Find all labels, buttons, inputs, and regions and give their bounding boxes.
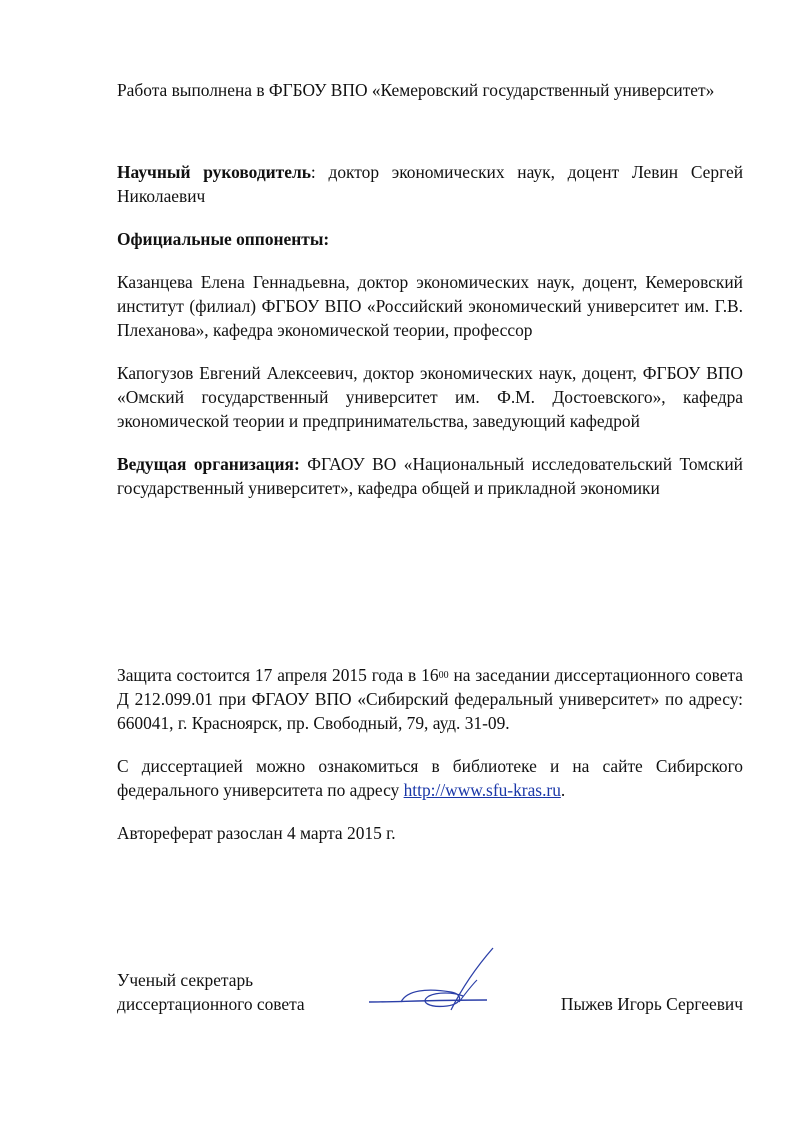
- secretary-name: Пыжев Игорь Сергеевич: [560, 994, 743, 1014]
- signature-block: [117, 968, 743, 1028]
- opponents-heading: Официальные оппоненты:: [117, 229, 330, 249]
- mailed-date-text: Автореферат разослан 4 марта 2015 г.: [117, 823, 396, 843]
- opponent-1: Казанцева Елена Геннадьевна, доктор экономических наук, доцент, Кемеровский институт (филиал) ФГБОУ ВПО «Российский экономический университет им. Г.В. Плеханова», кафедра экономической теории, профессор: [117, 272, 743, 340]
- supervisor-paragraph: [117, 160, 743, 208]
- supervisor-text: : доктор экономических наук, доцент Левин Сергей Николаевич: [117, 162, 744, 206]
- handwritten-signature: [367, 946, 507, 1026]
- opponent-2: Капогузов Евгений Алексеевич, доктор экономических наук, доцент, ФГБОУ ВПО «Омский государственный университет им. Ф.М. Достоевского», кафедра экономической теории и предпринимательства, заведующий кафедрой: [117, 363, 743, 431]
- time-superscript: 00: [438, 670, 449, 681]
- defense-paragraph: Защита состоится 17 апреля 2015 года в $16^{00}$ на заседании диссертационного совета Д 212.099.01 при ФГАОУ ВПО «Сибирский федеральный университет» по адресу: 660041, г. Красноярск, пр. Свободный, 79, ауд. 31-09.: [117, 665, 743, 733]
- leading-org-label: Ведущая организация:: [117, 454, 300, 474]
- secretary-title: Ученый секретарь диссертационного совета: [117, 970, 305, 1014]
- leading-org-text: ФГАОУ ВО «Национальный исследовательский Томский государственный университет», кафедра общей и прикладной экономики: [117, 454, 743, 498]
- university-link[interactable]: http://www.sfu-kras.ru: [403, 780, 561, 800]
- work-done-text: Работа выполнена в ФГБОУ ВПО «Кемеровский государственный университет»: [117, 80, 715, 100]
- leading-org-paragraph: [117, 452, 743, 500]
- document-body: [117, 78, 743, 845]
- supervisor-label: Научный руководитель: [117, 162, 311, 182]
- library-paragraph: С диссертацией можно ознакомиться в библиотеке и на сайте Сибирского федерального университета по адресу http://www.sfu-kras.ru.: [117, 756, 743, 800]
